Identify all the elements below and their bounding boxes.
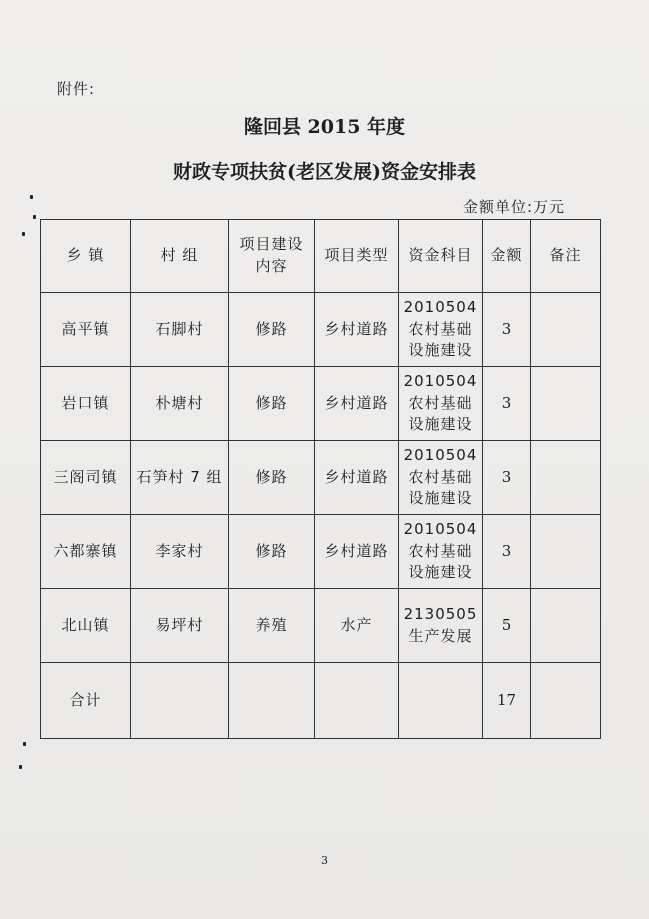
cell-content: 修路 — [229, 515, 315, 589]
table-row — [41, 589, 601, 663]
cell-empty — [315, 663, 399, 739]
cell-empty — [531, 663, 601, 739]
cell-town: 北山镇 — [41, 589, 131, 663]
subject-code: 2010504 — [403, 445, 478, 464]
document-subtitle: 财政专项扶贫(老区发展)资金安排表 — [173, 161, 476, 183]
subject-line: 农村基础 — [408, 319, 473, 338]
scan-mark — [19, 765, 22, 769]
cell-amount: 3 — [483, 367, 531, 441]
cell-content: 修路 — [229, 367, 315, 441]
cell-empty — [131, 663, 229, 739]
header-amount: 金额 — [483, 220, 531, 293]
header-content-text: 项目建设内容 — [239, 235, 304, 275]
header-subject: 资金科目 — [399, 220, 483, 293]
scan-mark — [23, 742, 26, 746]
header-village: 村 组 — [131, 220, 229, 293]
table-row — [41, 293, 601, 367]
attachment-label: 附件: — [57, 80, 96, 98]
cell-town: 高平镇 — [41, 293, 131, 367]
cell-empty — [229, 663, 315, 739]
subject-line: 农村基础 — [408, 393, 473, 412]
table-row — [41, 367, 601, 441]
cell-note — [531, 367, 601, 441]
cell-subject — [399, 367, 483, 441]
cell-type: 水产 — [315, 589, 399, 663]
table-row — [41, 441, 601, 515]
cell-amount: 3 — [483, 515, 531, 589]
subject-code: 2010504 — [403, 297, 478, 316]
cell-type: 乡村道路 — [315, 367, 399, 441]
page-number: 3 — [321, 854, 328, 867]
table-total-row — [41, 663, 601, 739]
subject-code: 2010504 — [403, 519, 478, 538]
cell-subject — [399, 293, 483, 367]
subject-code: 2130505 — [403, 604, 478, 623]
cell-content: 修路 — [229, 293, 315, 367]
cell-village: 石笋村 7 组 — [131, 441, 229, 515]
table-row — [41, 515, 601, 589]
document-title: 隆回县 2015 年度 — [243, 116, 406, 138]
table-header-row — [41, 220, 601, 293]
cell-subject — [399, 589, 483, 663]
total-amount: 17 — [483, 663, 531, 739]
subject-line: 农村基础 — [408, 541, 473, 560]
header-content — [229, 220, 315, 293]
cell-type: 乡村道路 — [315, 441, 399, 515]
subject-line: 设施建设 — [408, 415, 473, 434]
scan-mark — [30, 195, 33, 199]
cell-subject — [399, 441, 483, 515]
subject-line: 设施建设 — [408, 563, 473, 582]
subject-line: 设施建设 — [408, 341, 473, 360]
cell-town: 六都寨镇 — [41, 515, 131, 589]
cell-content: 修路 — [229, 441, 315, 515]
cell-village: 朴塘村 — [131, 367, 229, 441]
header-note: 备注 — [531, 220, 601, 293]
scan-mark — [33, 215, 36, 219]
header-type: 项目类型 — [315, 220, 399, 293]
cell-town: 三阁司镇 — [41, 441, 131, 515]
unit-label: 金额单位:万元 — [463, 198, 566, 216]
cell-village: 石脚村 — [131, 293, 229, 367]
cell-type: 乡村道路 — [315, 293, 399, 367]
cell-type: 乡村道路 — [315, 515, 399, 589]
cell-village: 易坪村 — [131, 589, 229, 663]
subject-line: 农村基础 — [408, 467, 473, 486]
cell-amount: 3 — [483, 441, 531, 515]
cell-note — [531, 293, 601, 367]
cell-note — [531, 441, 601, 515]
cell-content: 养殖 — [229, 589, 315, 663]
cell-subject — [399, 515, 483, 589]
cell-empty — [399, 663, 483, 739]
funding-table — [40, 219, 601, 739]
cell-amount: 5 — [483, 589, 531, 663]
cell-amount: 3 — [483, 293, 531, 367]
scan-mark — [22, 232, 25, 236]
cell-village: 李家村 — [131, 515, 229, 589]
cell-town: 岩口镇 — [41, 367, 131, 441]
cell-note — [531, 589, 601, 663]
header-town: 乡 镇 — [41, 220, 131, 293]
total-label: 合计 — [41, 663, 131, 739]
subject-code: 2010504 — [403, 371, 478, 390]
subject-line: 设施建设 — [408, 489, 473, 508]
cell-note — [531, 515, 601, 589]
subject-line: 生产发展 — [408, 626, 473, 645]
